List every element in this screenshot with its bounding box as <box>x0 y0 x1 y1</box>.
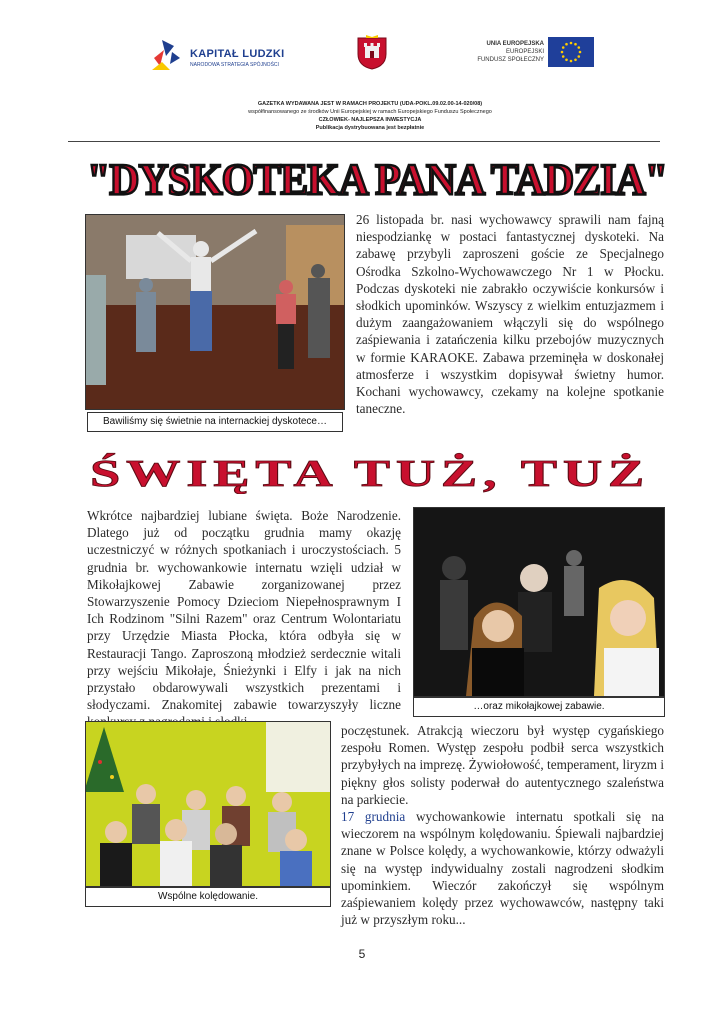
eu-star-icon <box>574 43 577 46</box>
section1-title-text: "DYSKOTEKA PANA TADZIA" <box>87 155 667 204</box>
section2-text-right-p2 <box>341 808 664 928</box>
kapital-ludzki-logo <box>150 36 300 78</box>
disco-photo <box>85 214 345 410</box>
plock-crest-icon <box>356 34 388 70</box>
koledowanie-photo-caption: Wspólne kolędowanie. <box>85 887 331 907</box>
mikolajki-photo-caption: …oraz mikołajkowej zabawie. <box>413 697 665 717</box>
eu-line-3: FUNDUSZ SPOŁECZNY <box>477 57 544 63</box>
section1-text: 26 listopada br. nasi wychowawcy sprawili nam fajną niespodziankę w postaci fantastycznej dyskoteki. Na zabawę przybyli zaproszeni goście ze Specjalnego Ośrodka Szkolno-Wychowawczego Nr 1 w Płocku. Podczas dyskoteki nie zabrakło oczywiście konkursów i słodkich upominków. Wszyscy z wielkim entuzjazmem i dużym zaangażowaniem włączyli się do wspólnego zaśpiewania i zatańczenia kilku przebojów muzycznych w formie KARAOKE. Zabawa przeminęła w doskonałej atmosferze i wszystkim dopisywał świetny humor. Kochani wychowawcy, czekamy na kolejne spotkanie taneczne. <box>356 212 664 417</box>
eu-star-icon <box>579 51 582 54</box>
logo-subtitle: NARODOWA STRATEGIA SPÓJNOŚCI <box>190 62 279 68</box>
section2-title <box>80 452 660 494</box>
eu-star-icon <box>577 46 580 49</box>
eu-line-1: UNIA EUROPEJSKA <box>486 41 544 47</box>
date-highlight: 17 grudnia <box>341 809 406 825</box>
page-number: 5 <box>358 947 366 961</box>
disco-photo-caption: Bawiliśmy się świetnie na internackiej dyskotece… <box>87 412 343 432</box>
kapital-ludzki-icon <box>150 36 184 72</box>
eu-flag-icon <box>548 37 594 67</box>
section1-title <box>82 150 672 204</box>
eu-star-icon <box>574 58 577 61</box>
eu-star-icon <box>562 46 565 49</box>
eu-star-icon <box>570 60 573 63</box>
eu-line-2: EUROPEJSKI <box>505 49 544 55</box>
header-info <box>160 100 580 132</box>
section2-text-right <box>341 722 664 928</box>
eu-star-icon <box>570 42 573 45</box>
eu-star-icon <box>565 43 568 46</box>
mikolajki-photo <box>413 507 665 697</box>
header-line-2: współfinansowanego ze środków Unii Europejskiej w ramach Europejskiego Funduszu Społecznego <box>248 109 492 115</box>
koledowanie-photo <box>85 721 331 887</box>
header-line-1: GAZETKA WYDAWANA JEST W RAMACH PROJEKTU (UDA-POKL.09.02.00-14-020/08) <box>257 101 483 107</box>
eu-star-icon <box>565 58 568 61</box>
eu-text <box>456 40 544 64</box>
eu-star-icon <box>561 51 564 54</box>
section2-text-right-p1: poczęstunek. Atrakcją wieczoru był występ cygańskiego zespołu Romen. Występ zespołu podbił serca wszystkich przybyłych na imprezę. Żywiołowość, temperament, liryzm i piękny głos solisty poderwał do autentycznego szaleństwa na parkiecie. <box>341 723 664 807</box>
header-line-3: CZŁOWIEK- NAJLEPSZA INWESTYCJA <box>318 117 422 123</box>
eu-star-icon <box>562 55 565 58</box>
eu-star-icon <box>577 55 580 58</box>
logo-title: KAPITAŁ LUDZKI <box>190 48 285 60</box>
section2-text-right-p2-body: wychowankowie internatu spotkali się na wieczorem na wspólnym kolędowaniu. Śpiewali najbardziej znane w Polsce kolędy, a wychowankowie, którzy odważyli się na występ indywidualny zostali nagrodzeni słodkim upominkiem. Wieczór zakończył się wspólnym zaśpiewaniem kolędy przez wychowawców, następny taki już w przyszłym roku... <box>341 809 664 928</box>
header-divider <box>68 141 660 142</box>
section2-title-text: ŚWIĘTA TUŻ, TUŻ <box>90 453 650 494</box>
section2-text-left: Wkrótce najbardziej lubiane święta. Boże Narodzenie. Dlatego już od początku grudnia mamy okazję uczestniczyć w różnych spotkaniach i uroczystościach. 5 grudnia br. wychowankowie internatu wzięli udział w Mikołajkowej Zabawie zorganizowanej przez Stowarzyszenie Pomocy Dzieciom Niepełnosprawnym I Ich Rodzinom "Silni Razem" oraz Centrum Wolontariatu przy Urzędzie Miasta Płocka, która odbyła się w Restauracji Tango. Zaproszoną młodzież serdecznie witali przy wejściu Mikołaje, Śnieżynki i Elfy i jak na nich przystało obdarowywali wszystkich prezentami i słodyczami. Znakomitej zabawie towarzyszyły liczne <box>87 508 401 713</box>
header-line-4: Publikacja dystrybuowana jest bezpłatnie <box>315 125 425 131</box>
